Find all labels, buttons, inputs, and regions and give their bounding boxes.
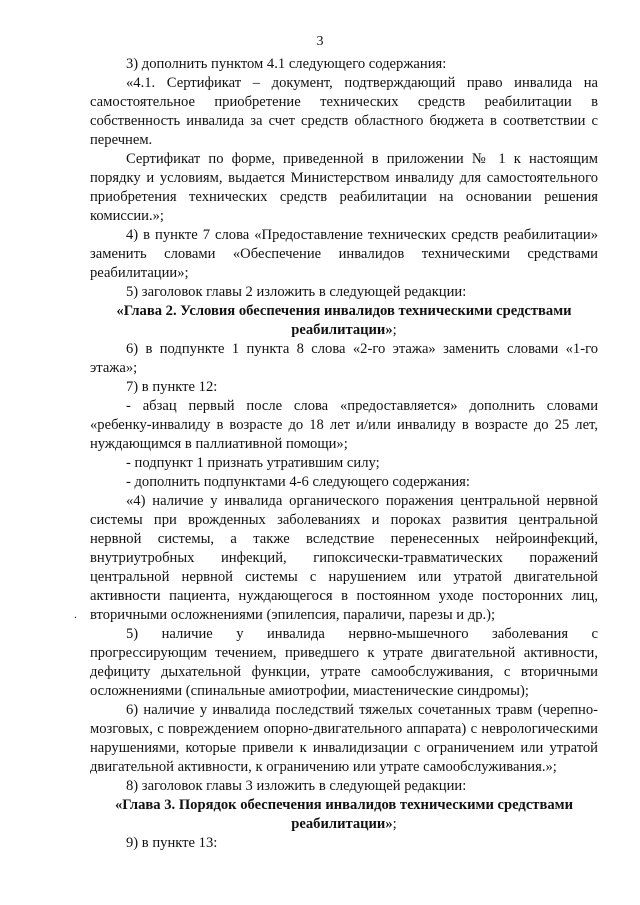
list-item-8: 8) заголовок главы 3 изложить в следующей редакции: [126,778,467,794]
list-item-5: 5) заголовок главы 2 изложить в следующей редакции: [126,284,467,300]
list-item-3: 3) дополнить пунктом 4.1 следующего содержания: [126,56,447,72]
subpoint-4: «4) наличие у инвалида органического поражения центральной нервной системы при врожденных заболеваниях и пороках развития центральной нервной системы, а также вследствие перенесенных нейроинфекций, внутриутробных инфекций, гипоксически-травматических поражений центральной нервной системы с нарушением или утратой двигательной активности пациента, нуждающегося в постоянном уходе посторонних лиц, вторичными осложнениями (эпилепсия, параличи, парезы и др.); [90,493,598,623]
list-item-9: 9) в пункте 13: [126,835,218,851]
dash-item-add-subpoints: - дополнить подпунктами 4-6 следующего содержания: [126,474,470,490]
chapter-2-heading-text: «Глава 2. Условия обеспечения инвалидов техническими средствами реабилитации» [116,303,572,338]
list-item-6: 6) в подпункте 1 пункта 8 слова «2-го этажа» заменить словами «1-го этажа»; [90,341,598,376]
dash-item-subpoint-1: - подпункт 1 признать утратившим силу; [126,455,380,471]
subpoint-5: 5) наличие у инвалида нервно-мышечного заболевания с прогрессирующим течением, приведшего к утрате двигательной активности, дефициту дыхательной функции, утрате самообслуживания, с вторичными осложнениями (спинальные амиотрофии, миастенические синдромы); [90,626,598,699]
chapter-2-heading-tail: ; [392,322,397,338]
chapter-3-heading-tail: ; [392,816,397,832]
margin-mark: . [74,607,77,621]
page-number: 3 [316,34,324,49]
chapter-2-heading [90,302,598,340]
chapter-3-heading-text: «Глава 3. Порядок обеспечения инвалидов техническими средствами реабилитации» [114,797,573,832]
document-body [90,55,598,853]
subpoint-6: 6) наличие у инвалида последствий тяжелых сочетанных травм (черепно-мозговых, с повреждением опорно-двигательного аппарата) с неврологическими нарушениями, которые привели к инвалидизации с ограничением или утратой двигательной активности, к ограничению или утрате самообслуживания.»; [90,702,598,775]
paragraph-certificate-form: Сертификат по форме, приведенной в приложении № 1 к настоящим порядку и условиям, выдается Министерством инвалиду для самостоятельного приобретения технических средств реабилитации на основании решения комиссии.»; [90,151,598,224]
list-item-4: 4) в пункте 7 слова «Предоставление технических средств реабилитации» заменить словами «Обеспечение инвалидов техническими средствами реабилитации»; [90,227,598,281]
dash-item-paragraph-one: - абзац первый после слова «предоставляется» дополнить словами «ребенку-инвалиду в возрасте до 18 лет и/или инвалиду в возрасте до 25 лет, нуждающимся в паллиативной помощи»; [90,398,598,452]
chapter-3-heading [90,796,598,834]
paragraph-4-1: «4.1. Сертификат – документ, подтверждающий право инвалида на самостоятельное приобретение технических средств реабилитации в собственность инвалида за счет средств областного бюджета в соответствии с перечнем. [90,75,598,148]
list-item-7: 7) в пункте 12: [126,379,218,395]
